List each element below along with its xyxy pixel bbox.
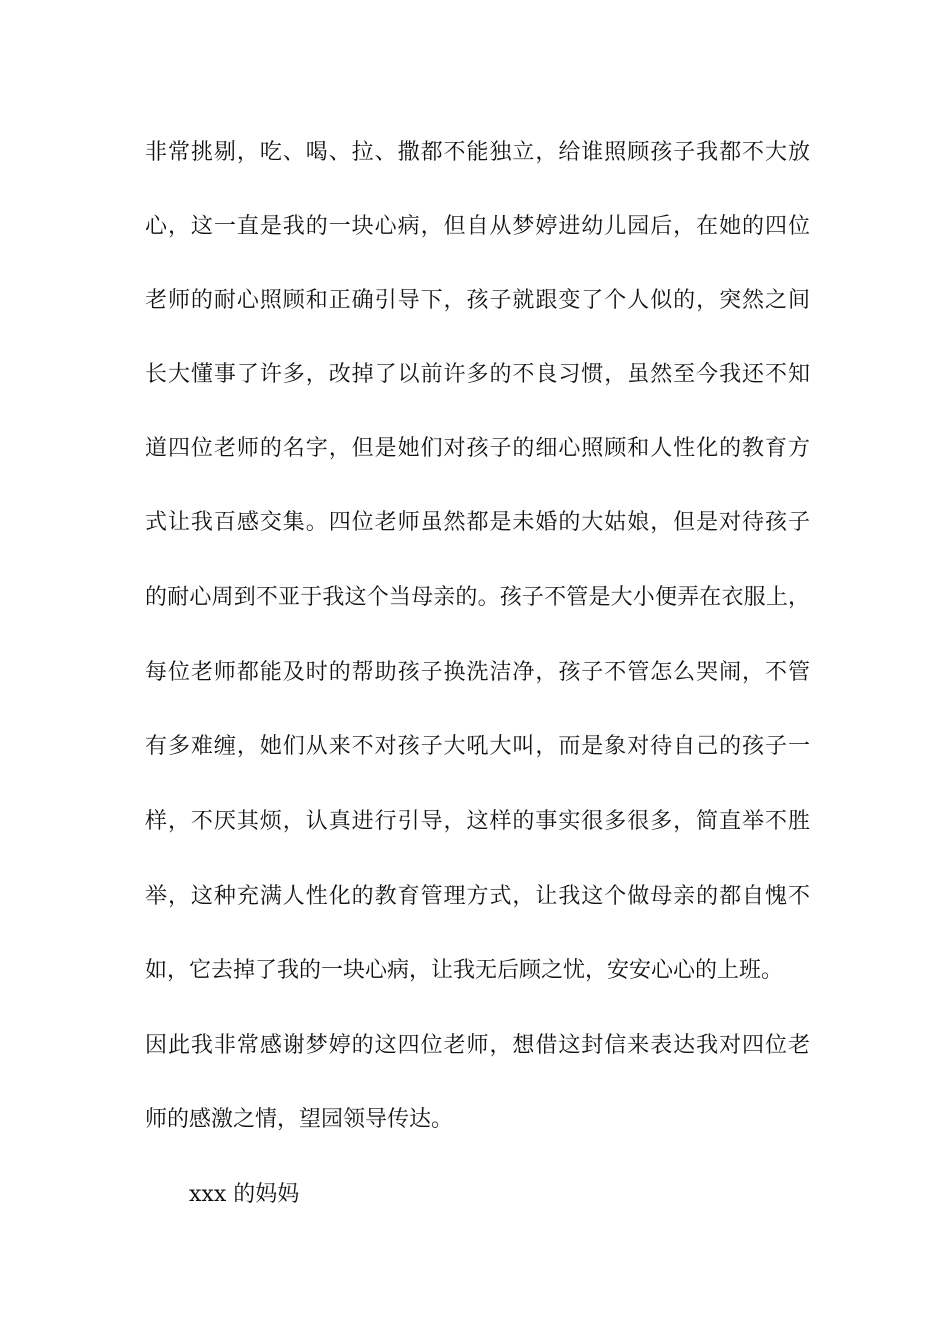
body-text-line: 道四位老师的名字，但是她们对孩子的细心照顾和人性化的教育方 <box>145 436 810 461</box>
body-text-line: 如，它去掉了我的一块心病，让我无后顾之忧，安安心心的上班。 <box>145 958 784 983</box>
body-text-line: 师的感激之情，望园领导传达。 <box>145 1107 454 1132</box>
signature: xxx 的妈妈 <box>189 1182 300 1207</box>
body-text-line: 非常挑剔，吃、喝、拉、撒都不能独立，给谁照顾孩子我都不大放 <box>145 140 810 165</box>
body-text-line: 举，这种充满人性化的教育管理方式，让我这个做母亲的都自愧不 <box>145 884 810 909</box>
body-text-line: 因此我非常感谢梦婷的这四位老师，想借这封信来表达我对四位老 <box>145 1033 810 1058</box>
body-text-line: 老师的耐心照顾和正确引导下，孩子就跟变了个人似的，突然之间 <box>145 288 810 313</box>
body-text-line: 心，这一直是我的一块心病，但自从梦婷进幼儿园后，在她的四位 <box>145 214 810 239</box>
body-text-line: 每位老师都能及时的帮助孩子换洗洁净，孩子不管怎么哭闹，不管 <box>145 660 810 685</box>
body-text-line: 的耐心周到不亚于我这个当母亲的。孩子不管是大小便弄在衣服上， <box>145 585 810 610</box>
body-text-line: 样，不厌其烦，认真进行引导，这样的事实很多很多，简直举不胜 <box>145 809 810 834</box>
body-text-line: 式让我百感交集。四位老师虽然都是未婚的大姑娘，但是对待孩子 <box>145 510 810 535</box>
body-text-line: 有多难缠，她们从来不对孩子大吼大叫，而是象对待自己的孩子一 <box>145 734 810 759</box>
body-text-line: 长大懂事了许多，改掉了以前许多的不良习惯，虽然至今我还不知 <box>145 362 810 387</box>
